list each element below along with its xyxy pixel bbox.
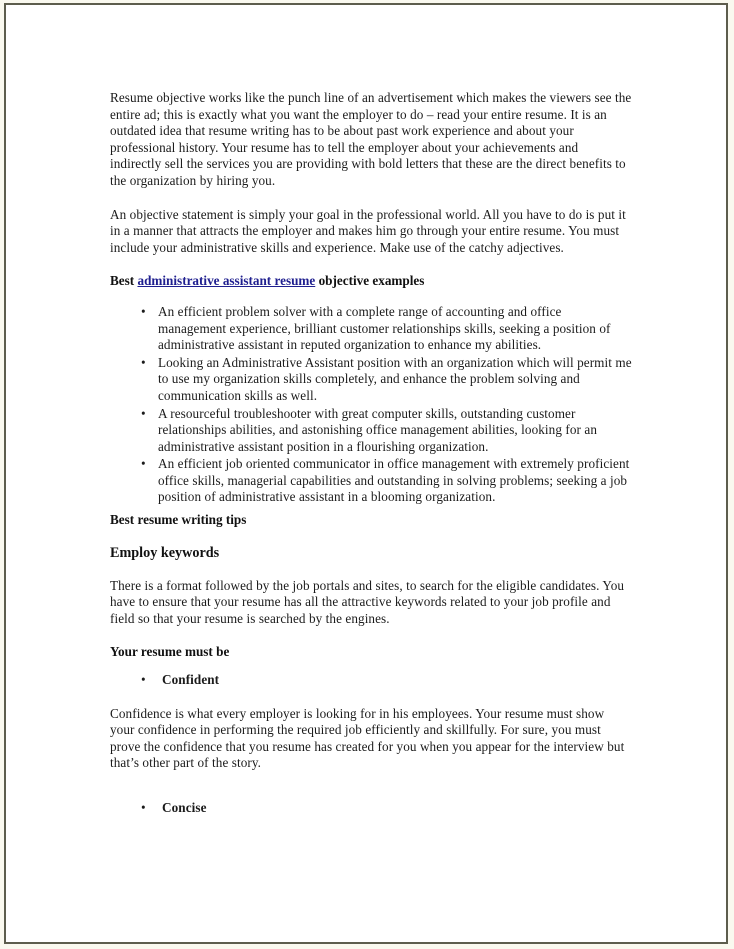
paragraph-employ-keywords-body: There is a format followed by the job portals and sites, to search for the eligible candidates. You have to ensure that your resume has all the attractive keywords related to your job profile and field so that your resume is searched by the engines. [110, 577, 625, 626]
list-item-text: An efficient problem solver with a complete range of accounting and office management experience, brilliant customer relationships skills, seeking a position of administrative assistant in reputed organization to enhance my abilities. [158, 303, 611, 353]
list-item-text: Looking an Administrative Assistant position with an organization which will permit me to use my organization skills completely, and enhance the problem solving and communication skills as well. [158, 354, 632, 403]
bullet-icon: • [141, 672, 146, 688]
heading-prefix-text: Best [110, 273, 138, 289]
list-item [110, 800, 632, 817]
list-item [110, 672, 632, 689]
paragraph-confident-body: Confidence is what every employer is looking for in his employees. Your resume must show your confidence in performing the required job efficiently and skillfully. For sure, you must prove the confidence that you resume has created for you when you appear for the interview but that’s other part of the story. [110, 705, 625, 771]
spacer [110, 690, 632, 706]
heading-your-resume-must-be: Your resume must be [110, 644, 230, 660]
list-item [110, 456, 632, 506]
list-item [110, 406, 632, 456]
list-item-text: Confident [162, 672, 220, 688]
list-item [110, 355, 632, 405]
bullet-icon: • [141, 456, 146, 472]
bullet-icon: • [141, 303, 146, 319]
paragraph-intro: Resume objective works like the punch line of an advertisement which makes the viewers see the entire ad; this is exactly what you want the employer to do – read your entire resume. It is an outdated idea that resume writing has to be about past work experience and about your professional history. Your resume has to tell the employer about your achievements and indirectly sell the services you are providing with bold letters that these are the direct benefits to the organization by hiring you. [110, 90, 632, 188]
administrative-assistant-resume-link[interactable]: administrative assistant resume [137, 273, 316, 289]
bullet-icon: • [141, 800, 146, 815]
spacer [110, 661, 632, 672]
paragraph-objective-statement: An objective statement is simply your goal in the professional world. All you have to do is put it in a manner that attracts the employer and makes him go through your entire resume. You must include your administrative skills and experience. Make use of the catchy adjectives. [110, 206, 626, 255]
document-page [4, 3, 728, 944]
heading-suffix-text: objective examples [315, 273, 425, 289]
resume-traits-list-first [110, 672, 632, 689]
heading-best-resume-writing-tips: Best resume writing tips [110, 512, 247, 528]
spacer [110, 789, 632, 800]
list-item [110, 304, 632, 354]
bullet-icon: • [141, 405, 146, 421]
list-item-text: Concise [162, 800, 207, 815]
objective-examples-list [110, 304, 632, 506]
heading-employ-keywords: Employ keywords [110, 544, 220, 561]
bullet-icon: • [141, 354, 146, 370]
document-content [110, 90, 632, 818]
heading-objective-examples [110, 273, 632, 290]
list-item-text: A resourceful troubleshooter with great computer skills, outstanding customer relationships abilities, and astonishing office management abilities, looking for an administrative assistant position in a flourishing organization. [158, 405, 598, 454]
resume-traits-list-second [110, 800, 632, 817]
list-item-text: An efficient job oriented communicator in office management with extremely proficient office skills, managerial capabilities and outstanding in solving problems; seeking a job position of administrative assistant in a blooming organization. [158, 456, 630, 505]
